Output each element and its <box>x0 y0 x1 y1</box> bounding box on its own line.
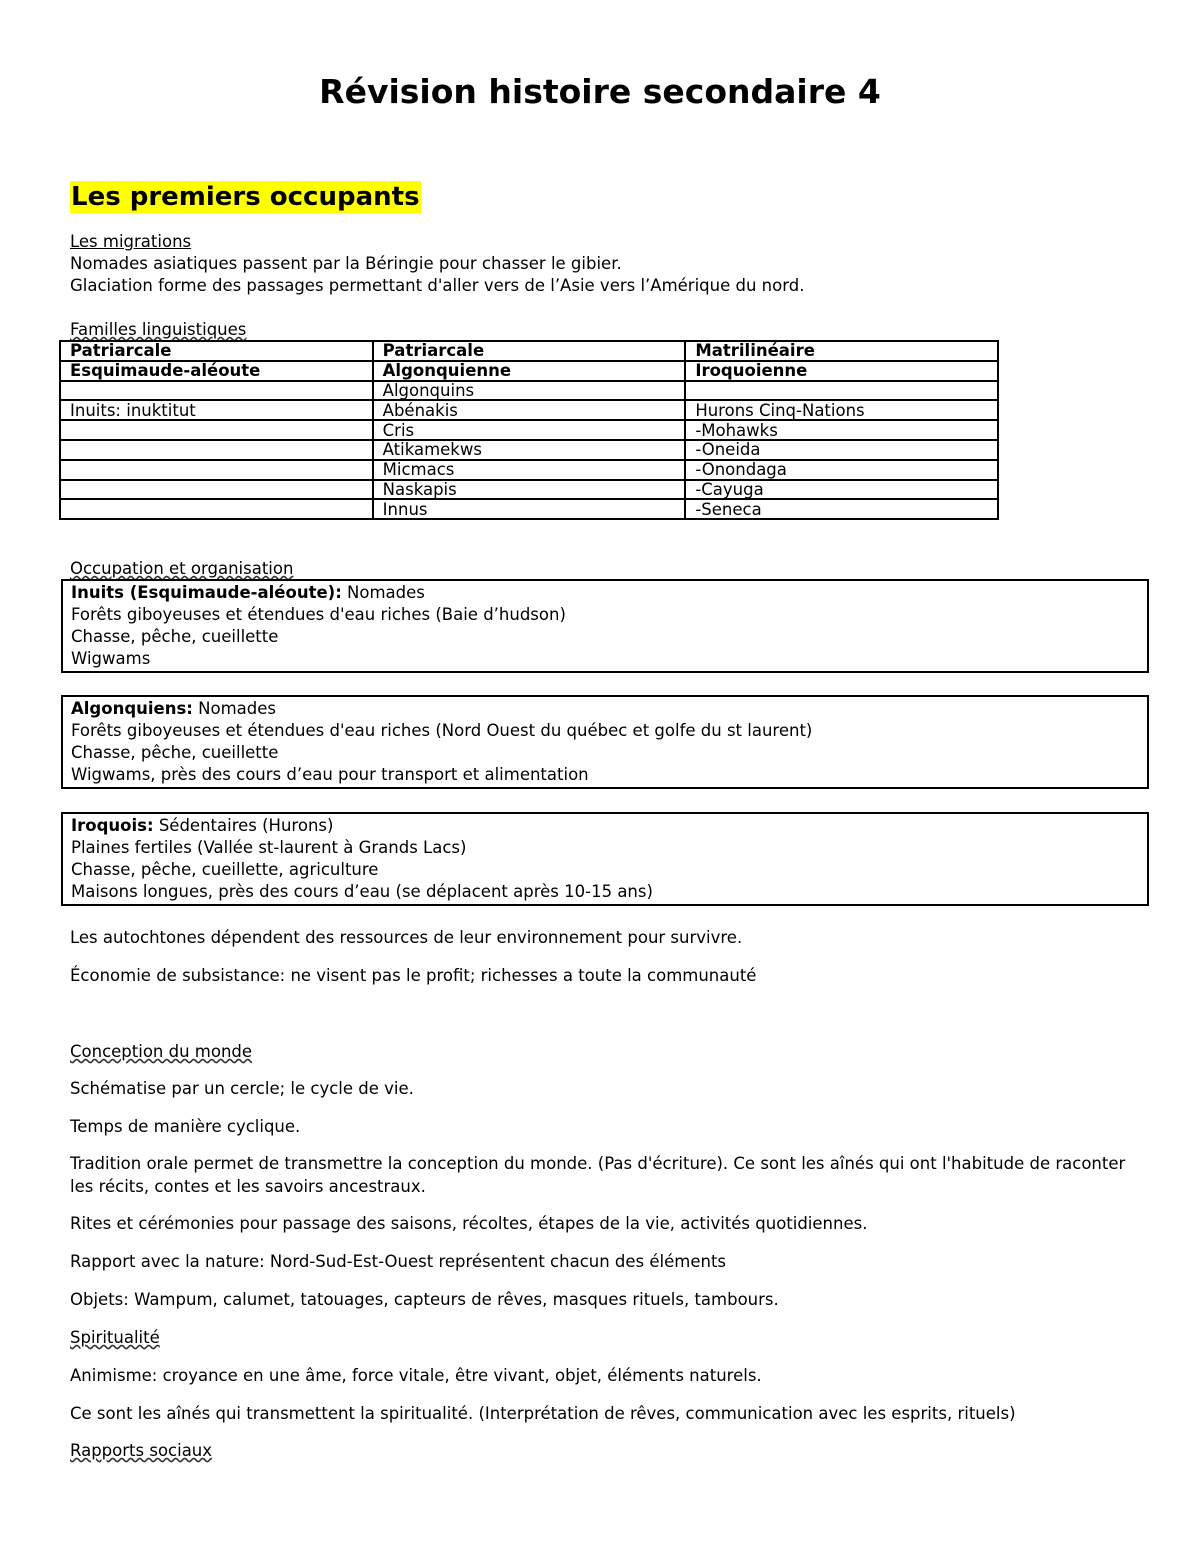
box-line: Forêts giboyeuses et étendues d'eau riches (Nord Ouest du québec et golfe du st laurent) <box>71 721 813 740</box>
paragraph: Objets: Wampum, calumet, tatouages, capteurs de rêves, masques rituels, tambours. <box>70 1290 779 1309</box>
box-label: Inuits (Esquimaude-aléoute): <box>71 583 342 602</box>
table-cell: Iroquoienne <box>685 361 998 381</box>
table-row <box>60 420 998 440</box>
section-heading: Les premiers occupants <box>71 182 420 212</box>
box-title-line <box>71 698 1139 720</box>
table-cell: Algonquienne <box>373 361 686 381</box>
box-label: Algonquiens: <box>71 699 193 718</box>
paragraph: Temps de manière cyclique. <box>70 1117 301 1136</box>
families-table <box>59 340 999 520</box>
table-row <box>60 460 998 480</box>
box-title-line <box>71 582 1139 604</box>
table-cell: Patriarcale <box>373 341 686 361</box>
box-line: Plaines fertiles (Vallée st-laurent à Grands Lacs) <box>71 838 467 857</box>
table-cell: Atikamekws <box>373 440 686 460</box>
box-line: Forêts giboyeuses et étendues d'eau riches (Baie d’hudson) <box>71 605 566 624</box>
box-line: Chasse, pêche, cueillette <box>71 743 279 762</box>
table-header-row <box>60 341 998 361</box>
box-type: Sédentaires (Hurons) <box>153 816 334 835</box>
box-type: Nomades <box>341 583 425 602</box>
table-cell <box>60 460 373 480</box>
table-cell: -Cayuga <box>685 480 998 500</box>
paragraph: Animisme: croyance en une âme, force vitale, être vivant, objet, éléments naturels. <box>70 1366 762 1385</box>
table-cell <box>60 381 373 401</box>
table-cell: Naskapis <box>373 480 686 500</box>
table-cell: Algonquins <box>373 381 686 401</box>
box-type: Nomades <box>192 699 276 718</box>
paragraph: Rapport avec la nature: Nord-Sud-Est-Ouest représentent chacun des éléments <box>70 1252 727 1271</box>
table-row <box>60 400 998 420</box>
table-row <box>60 480 998 500</box>
paragraph: Les autochtones dépendent des ressources de leur environnement pour survivre. <box>70 928 743 947</box>
box-line: Chasse, pêche, cueillette, agriculture <box>71 860 379 879</box>
box-line: Wigwams <box>71 649 151 668</box>
table-cell: Micmacs <box>373 460 686 480</box>
migrations-line: Glaciation forme des passages permettant d'aller vers de l’Asie vers l’Amérique du nord. <box>70 276 805 295</box>
table-cell <box>685 381 998 401</box>
table-cell: Matrilinéaire <box>685 341 998 361</box>
box-line: Chasse, pêche, cueillette <box>71 627 279 646</box>
paragraph: Ce sont les aînés qui transmettent la spiritualité. (Interprétation de rêves, communication avec les esprits, rituels) <box>70 1404 1016 1423</box>
box-line: Wigwams, près des cours d’eau pour transport et alimentation <box>71 765 589 784</box>
table-cell: -Seneca <box>685 499 998 519</box>
box-line: Maisons longues, près des cours d’eau (se déplacent après 10-15 ans) <box>71 882 653 901</box>
box-title-line <box>71 815 1139 837</box>
table-cell <box>60 440 373 460</box>
table-row <box>60 381 998 401</box>
migrations-line: Nomades asiatiques passent par la Béringie pour chasser le gibier. <box>70 254 622 273</box>
iroquois-box <box>61 812 1149 906</box>
table-cell <box>60 480 373 500</box>
paragraph: Tradition orale permet de transmettre la conception du monde. (Pas d'écriture). Ce sont les aînés qui ont l'habitude de raconter les récits, contes et les savoirs ancestraux. <box>70 1154 1126 1196</box>
table-cell: Esquimaude-aléoute <box>60 361 373 381</box>
conception-heading: Conception du monde <box>70 1042 253 1061</box>
table-cell: Hurons Cinq-Nations <box>685 400 998 420</box>
table-cell: -Oneida <box>685 440 998 460</box>
paragraph: Économie de subsistance: ne visent pas le profit; richesses a toute la communauté <box>70 966 757 985</box>
table-cell <box>60 499 373 519</box>
table-row <box>60 440 998 460</box>
paragraph: Schématise par un cercle; le cycle de vie. <box>70 1079 414 1098</box>
table-cell: Inuits: inuktitut <box>60 400 373 420</box>
table-cell: Abénakis <box>373 400 686 420</box>
table-cell: Patriarcale <box>60 341 373 361</box>
migrations-heading: Les migrations <box>70 232 192 251</box>
paragraph: Rites et cérémonies pour passage des saisons, récoltes, étapes de la vie, activités quotidiennes. <box>70 1214 868 1233</box>
table-cell: -Mohawks <box>685 420 998 440</box>
table-header-row <box>60 361 998 381</box>
occupation-heading: Occupation et organisation <box>70 559 294 578</box>
page-title: Révision histoire secondaire 4 <box>319 72 881 111</box>
familles-heading: Familles linguistiques <box>70 320 247 339</box>
table-cell: -Onondaga <box>685 460 998 480</box>
algonquiens-box <box>61 695 1149 789</box>
table-cell <box>60 420 373 440</box>
table-cell: Cris <box>373 420 686 440</box>
rapports-heading: Rapports sociaux <box>70 1441 213 1460</box>
spiritualite-heading: Spiritualité <box>70 1328 160 1347</box>
table-cell: Innus <box>373 499 686 519</box>
inuits-box <box>61 579 1149 673</box>
box-label: Iroquois: <box>71 816 154 835</box>
table-row <box>60 499 998 519</box>
